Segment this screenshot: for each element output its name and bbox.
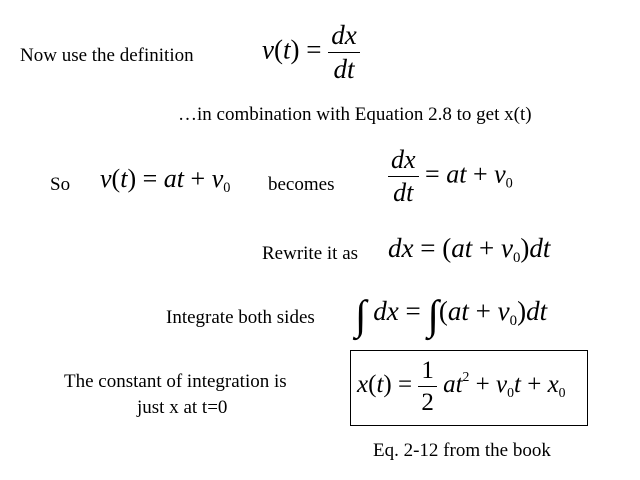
velocity-equation: v(t) = at + $v_0$ xyxy=(100,164,231,196)
caption-text: Eq. 2-12 from the book xyxy=(373,440,551,461)
so-text: So xyxy=(50,174,71,195)
derivative-equation: $\frac{dx}{dt}$ = at + $v_0$ xyxy=(388,147,513,206)
constant-text-line2: just x at t=0 xyxy=(137,397,228,418)
definition-equation: v(t) = $\frac{dx}{dt}$ xyxy=(262,22,360,83)
becomes-text: becomes xyxy=(268,174,335,195)
rewrite-text: Rewrite it as xyxy=(262,243,359,264)
differential-equation: dx = $(at + v_0)dt$ xyxy=(388,233,551,267)
constant-text-line1: The constant of integration is xyxy=(64,371,287,392)
position-equation: x(t) = $\frac{1}{2}$ $at^2 + v_0t + x_0$ xyxy=(357,357,566,416)
integral-equation: ∫ dx = $\int(at + v_0)dt$ xyxy=(355,293,548,339)
intro-text: Now use the definition xyxy=(20,45,194,66)
combination-text: …in combination with Equation 2.8 to get x(t) xyxy=(178,104,532,125)
integrate-text: Integrate both sides xyxy=(166,307,315,328)
